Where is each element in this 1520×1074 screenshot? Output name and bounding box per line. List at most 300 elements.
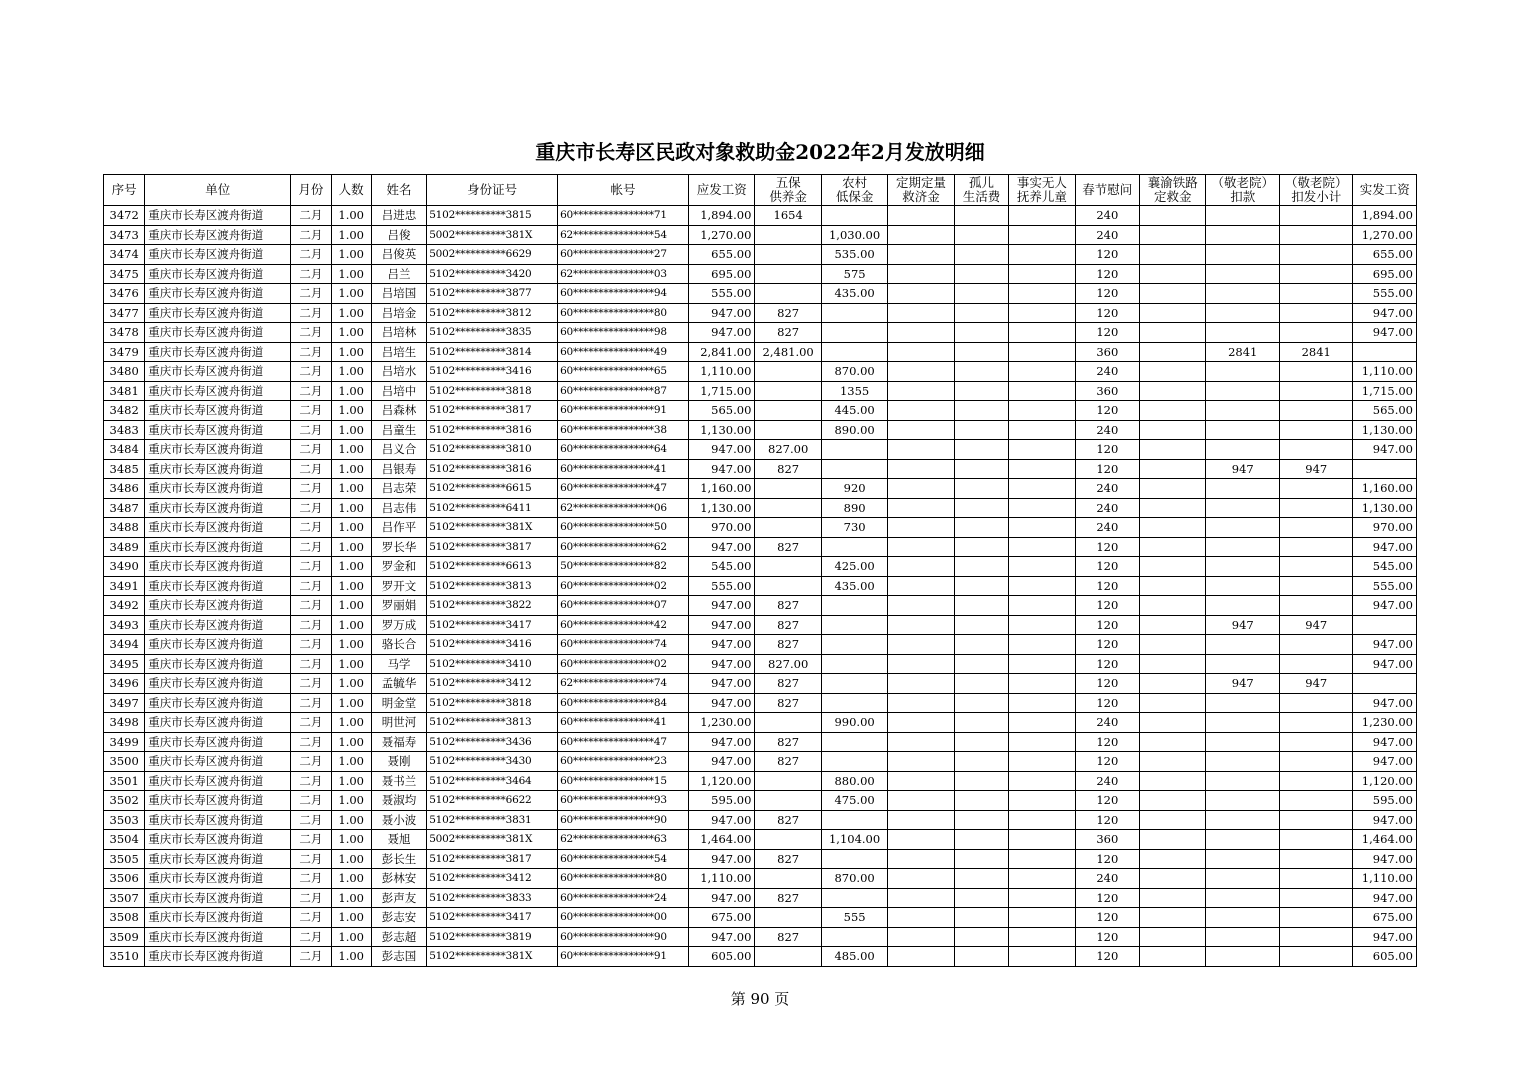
cell-name: 聂旭 bbox=[371, 830, 426, 850]
cell-wubao bbox=[755, 771, 821, 791]
table-row bbox=[104, 459, 1417, 479]
cell-payable: 947.00 bbox=[688, 440, 754, 460]
cell-orphan bbox=[954, 459, 1008, 479]
cell-unsupported-child bbox=[1009, 245, 1075, 265]
cell-id-number: 5002**********6629 bbox=[427, 245, 558, 265]
cell-nursing-subtotal bbox=[1279, 771, 1353, 791]
cell-nursing-deduct bbox=[1206, 518, 1280, 538]
cell-nursing-subtotal bbox=[1279, 557, 1353, 577]
cell-id-number: 5102**********3835 bbox=[427, 323, 558, 343]
cell-payable: 565.00 bbox=[688, 401, 754, 421]
cell-unit: 重庆市长寿区渡舟街道 bbox=[145, 323, 291, 343]
cell-month: 二月 bbox=[291, 245, 331, 265]
table-row bbox=[104, 713, 1417, 733]
cell-spring-festival: 120 bbox=[1075, 245, 1139, 265]
cell-account: 60****************00 bbox=[558, 908, 689, 928]
cell-name: 骆长合 bbox=[371, 635, 426, 655]
cell-wubao bbox=[755, 225, 821, 245]
cell-unit: 重庆市长寿区渡舟街道 bbox=[145, 225, 291, 245]
cell-account: 60****************98 bbox=[558, 323, 689, 343]
cell-name: 罗长华 bbox=[371, 537, 426, 557]
cell-nursing-subtotal bbox=[1279, 518, 1353, 538]
cell-name: 罗万成 bbox=[371, 615, 426, 635]
cell-orphan bbox=[954, 752, 1008, 772]
cell-nursing-deduct bbox=[1206, 927, 1280, 947]
cell-id-number: 5102**********3430 bbox=[427, 752, 558, 772]
cell-wubao bbox=[755, 869, 821, 889]
cell-wubao: 827 bbox=[755, 635, 821, 655]
cell-wubao bbox=[755, 576, 821, 596]
table-row bbox=[104, 401, 1417, 421]
cell-nursing-deduct bbox=[1206, 810, 1280, 830]
cell-nursing-deduct bbox=[1206, 284, 1280, 304]
cell-name: 吕银寿 bbox=[371, 459, 426, 479]
cell-payable: 1,894.00 bbox=[688, 206, 754, 226]
header-line: 单位 bbox=[205, 182, 231, 197]
cell-account: 62****************74 bbox=[558, 674, 689, 694]
cell-nursing-subtotal bbox=[1279, 284, 1353, 304]
cell-nursing-deduct: 2841 bbox=[1206, 342, 1280, 362]
header-line: 扣款 bbox=[1230, 189, 1256, 204]
cell-month: 二月 bbox=[291, 713, 331, 733]
cell-orphan bbox=[954, 908, 1008, 928]
cell-month: 二月 bbox=[291, 830, 331, 850]
cell-name: 彭声友 bbox=[371, 888, 426, 908]
cell-seq: 3486 bbox=[104, 479, 145, 499]
cell-payable: 947.00 bbox=[688, 303, 754, 323]
cell-unit: 重庆市长寿区渡舟街道 bbox=[145, 888, 291, 908]
cell-nursing-subtotal bbox=[1279, 888, 1353, 908]
cell-orphan bbox=[954, 947, 1008, 967]
cell-id-number: 5102**********3813 bbox=[427, 576, 558, 596]
cell-wubao: 827 bbox=[755, 303, 821, 323]
cell-xiangyu bbox=[1140, 576, 1206, 596]
cell-xiangyu bbox=[1140, 381, 1206, 401]
cell-name: 彭林安 bbox=[371, 869, 426, 889]
cell-unsupported-child bbox=[1009, 401, 1075, 421]
cell-id-number: 5102**********3833 bbox=[427, 888, 558, 908]
cell-month: 二月 bbox=[291, 674, 331, 694]
cell-actual-pay: 555.00 bbox=[1353, 284, 1417, 304]
cell-actual-pay: 970.00 bbox=[1353, 518, 1417, 538]
cell-seq: 3502 bbox=[104, 791, 145, 811]
cell-id-number: 5002**********381X bbox=[427, 830, 558, 850]
cell-name: 聂福寿 bbox=[371, 732, 426, 752]
cell-nursing-deduct: 947 bbox=[1206, 615, 1280, 635]
cell-id-number: 5002**********381X bbox=[427, 225, 558, 245]
column-header-name bbox=[371, 175, 426, 206]
cell-xiangyu bbox=[1140, 849, 1206, 869]
cell-unsupported-child bbox=[1009, 791, 1075, 811]
cell-orphan bbox=[954, 479, 1008, 499]
cell-nursing-subtotal bbox=[1279, 908, 1353, 928]
cell-actual-pay: 565.00 bbox=[1353, 401, 1417, 421]
cell-wubao bbox=[755, 401, 821, 421]
header-line: 农村 bbox=[842, 175, 868, 190]
cell-wubao: 827 bbox=[755, 732, 821, 752]
cell-count: 1.00 bbox=[331, 771, 371, 791]
table-row bbox=[104, 225, 1417, 245]
table-row bbox=[104, 596, 1417, 616]
cell-id-number: 5102**********381X bbox=[427, 947, 558, 967]
cell-name: 罗丽娟 bbox=[371, 596, 426, 616]
cell-actual-pay bbox=[1353, 342, 1417, 362]
cell-unit: 重庆市长寿区渡舟街道 bbox=[145, 810, 291, 830]
cell-account: 60****************27 bbox=[558, 245, 689, 265]
cell-xiangyu bbox=[1140, 420, 1206, 440]
cell-seq: 3498 bbox=[104, 713, 145, 733]
cell-name: 吕进忠 bbox=[371, 206, 426, 226]
cell-month: 二月 bbox=[291, 596, 331, 616]
cell-xiangyu bbox=[1140, 245, 1206, 265]
cell-wubao: 827 bbox=[755, 752, 821, 772]
cell-nursing-deduct bbox=[1206, 693, 1280, 713]
cell-dibao bbox=[821, 654, 887, 674]
cell-account: 60****************93 bbox=[558, 791, 689, 811]
cell-seq: 3481 bbox=[104, 381, 145, 401]
cell-orphan bbox=[954, 576, 1008, 596]
cell-unsupported-child bbox=[1009, 771, 1075, 791]
cell-nursing-deduct bbox=[1206, 596, 1280, 616]
cell-unsupported-child bbox=[1009, 596, 1075, 616]
cell-name: 彭志超 bbox=[371, 927, 426, 947]
cell-month: 二月 bbox=[291, 206, 331, 226]
cell-account: 50****************82 bbox=[558, 557, 689, 577]
cell-unsupported-child bbox=[1009, 420, 1075, 440]
column-header-nursing-subtotal bbox=[1279, 175, 1353, 206]
cell-count: 1.00 bbox=[331, 420, 371, 440]
cell-seq: 3473 bbox=[104, 225, 145, 245]
cell-xiangyu bbox=[1140, 518, 1206, 538]
table-row bbox=[104, 732, 1417, 752]
cell-wubao bbox=[755, 830, 821, 850]
cell-unsupported-child bbox=[1009, 713, 1075, 733]
cell-dibao: 1,030.00 bbox=[821, 225, 887, 245]
cell-dingqi bbox=[888, 420, 954, 440]
cell-nursing-subtotal bbox=[1279, 810, 1353, 830]
cell-unsupported-child bbox=[1009, 693, 1075, 713]
cell-unsupported-child bbox=[1009, 849, 1075, 869]
cell-nursing-deduct: 947 bbox=[1206, 459, 1280, 479]
cell-orphan bbox=[954, 674, 1008, 694]
cell-xiangyu bbox=[1140, 557, 1206, 577]
cell-unsupported-child bbox=[1009, 206, 1075, 226]
table-row bbox=[104, 849, 1417, 869]
cell-spring-festival: 120 bbox=[1075, 323, 1139, 343]
cell-dibao bbox=[821, 596, 887, 616]
cell-wubao: 827 bbox=[755, 596, 821, 616]
cell-unit: 重庆市长寿区渡舟街道 bbox=[145, 713, 291, 733]
cell-count: 1.00 bbox=[331, 810, 371, 830]
cell-seq: 3492 bbox=[104, 596, 145, 616]
cell-nursing-subtotal bbox=[1279, 303, 1353, 323]
table-row bbox=[104, 440, 1417, 460]
header-line: 抚养儿童 bbox=[1016, 189, 1067, 204]
cell-month: 二月 bbox=[291, 927, 331, 947]
cell-wubao bbox=[755, 557, 821, 577]
cell-seq: 3489 bbox=[104, 537, 145, 557]
cell-nursing-subtotal bbox=[1279, 576, 1353, 596]
cell-xiangyu bbox=[1140, 693, 1206, 713]
column-header-payable bbox=[688, 175, 754, 206]
cell-xiangyu bbox=[1140, 498, 1206, 518]
table-row bbox=[104, 791, 1417, 811]
cell-account: 60****************91 bbox=[558, 947, 689, 967]
header-line: （敬老院） bbox=[1284, 175, 1348, 190]
cell-actual-pay: 1,110.00 bbox=[1353, 869, 1417, 889]
header-line: 生活费 bbox=[962, 189, 1001, 204]
header-line: 五保 bbox=[775, 175, 801, 190]
cell-dibao bbox=[821, 849, 887, 869]
cell-xiangyu bbox=[1140, 888, 1206, 908]
cell-name: 吕培金 bbox=[371, 303, 426, 323]
cell-unit: 重庆市长寿区渡舟街道 bbox=[145, 576, 291, 596]
table-row bbox=[104, 576, 1417, 596]
cell-payable: 947.00 bbox=[688, 810, 754, 830]
cell-month: 二月 bbox=[291, 615, 331, 635]
cell-id-number: 5102**********3815 bbox=[427, 206, 558, 226]
cell-payable: 1,160.00 bbox=[688, 479, 754, 499]
cell-unit: 重庆市长寿区渡舟街道 bbox=[145, 264, 291, 284]
cell-orphan bbox=[954, 303, 1008, 323]
cell-month: 二月 bbox=[291, 362, 331, 382]
cell-dibao bbox=[821, 323, 887, 343]
cell-spring-festival: 360 bbox=[1075, 342, 1139, 362]
cell-dingqi bbox=[888, 576, 954, 596]
cell-account: 60****************80 bbox=[558, 869, 689, 889]
cell-seq: 3491 bbox=[104, 576, 145, 596]
cell-spring-festival: 120 bbox=[1075, 791, 1139, 811]
cell-account: 62****************54 bbox=[558, 225, 689, 245]
cell-name: 吕兰 bbox=[371, 264, 426, 284]
cell-orphan bbox=[954, 342, 1008, 362]
cell-nursing-subtotal bbox=[1279, 362, 1353, 382]
cell-unsupported-child bbox=[1009, 947, 1075, 967]
cell-name: 彭长生 bbox=[371, 849, 426, 869]
cell-account: 60****************49 bbox=[558, 342, 689, 362]
cell-nursing-deduct bbox=[1206, 245, 1280, 265]
cell-name: 吕俊英 bbox=[371, 245, 426, 265]
cell-unit: 重庆市长寿区渡舟街道 bbox=[145, 284, 291, 304]
cell-nursing-subtotal: 947 bbox=[1279, 674, 1353, 694]
cell-orphan bbox=[954, 810, 1008, 830]
cell-orphan bbox=[954, 849, 1008, 869]
cell-seq: 3478 bbox=[104, 323, 145, 343]
cell-unit: 重庆市长寿区渡舟街道 bbox=[145, 869, 291, 889]
cell-dingqi bbox=[888, 362, 954, 382]
cell-dingqi bbox=[888, 752, 954, 772]
cell-month: 二月 bbox=[291, 557, 331, 577]
cell-nursing-deduct bbox=[1206, 635, 1280, 655]
cell-payable: 947.00 bbox=[688, 615, 754, 635]
cell-payable: 947.00 bbox=[688, 888, 754, 908]
header-line: 春节慰问 bbox=[1082, 182, 1133, 197]
cell-id-number: 5102**********3416 bbox=[427, 635, 558, 655]
cell-dingqi bbox=[888, 908, 954, 928]
cell-payable: 555.00 bbox=[688, 284, 754, 304]
cell-nursing-subtotal bbox=[1279, 381, 1353, 401]
cell-unit: 重庆市长寿区渡舟街道 bbox=[145, 732, 291, 752]
cell-orphan bbox=[954, 888, 1008, 908]
cell-count: 1.00 bbox=[331, 557, 371, 577]
cell-account: 60****************90 bbox=[558, 810, 689, 830]
cell-seq: 3497 bbox=[104, 693, 145, 713]
cell-name: 明世河 bbox=[371, 713, 426, 733]
cell-orphan bbox=[954, 323, 1008, 343]
cell-dibao: 890.00 bbox=[821, 420, 887, 440]
cell-dibao bbox=[821, 206, 887, 226]
cell-actual-pay: 947.00 bbox=[1353, 596, 1417, 616]
cell-id-number: 5102**********3816 bbox=[427, 459, 558, 479]
column-header-nursing-deduct bbox=[1206, 175, 1280, 206]
table-row bbox=[104, 381, 1417, 401]
cell-month: 二月 bbox=[291, 440, 331, 460]
cell-account: 60****************90 bbox=[558, 927, 689, 947]
cell-id-number: 5102**********3818 bbox=[427, 693, 558, 713]
cell-wubao: 2,481.00 bbox=[755, 342, 821, 362]
cell-payable: 1,230.00 bbox=[688, 713, 754, 733]
cell-actual-pay: 947.00 bbox=[1353, 810, 1417, 830]
cell-unsupported-child bbox=[1009, 732, 1075, 752]
cell-nursing-subtotal bbox=[1279, 869, 1353, 889]
header-line: 身份证号 bbox=[467, 182, 518, 197]
cell-count: 1.00 bbox=[331, 303, 371, 323]
cell-dibao: 870.00 bbox=[821, 362, 887, 382]
cell-dibao: 475.00 bbox=[821, 791, 887, 811]
cell-count: 1.00 bbox=[331, 537, 371, 557]
cell-wubao: 827 bbox=[755, 849, 821, 869]
cell-count: 1.00 bbox=[331, 245, 371, 265]
cell-nursing-deduct bbox=[1206, 323, 1280, 343]
cell-name: 吕培国 bbox=[371, 284, 426, 304]
header-line: 月份 bbox=[298, 182, 324, 197]
cell-unsupported-child bbox=[1009, 323, 1075, 343]
cell-seq: 3484 bbox=[104, 440, 145, 460]
cell-nursing-deduct bbox=[1206, 225, 1280, 245]
cell-xiangyu bbox=[1140, 537, 1206, 557]
cell-unit: 重庆市长寿区渡舟街道 bbox=[145, 947, 291, 967]
cell-month: 二月 bbox=[291, 771, 331, 791]
table-row bbox=[104, 810, 1417, 830]
cell-spring-festival: 240 bbox=[1075, 362, 1139, 382]
cell-id-number: 5102**********3822 bbox=[427, 596, 558, 616]
header-line: 扣发小计 bbox=[1291, 189, 1342, 204]
cell-name: 吕志伟 bbox=[371, 498, 426, 518]
cell-spring-festival: 120 bbox=[1075, 635, 1139, 655]
cell-count: 1.00 bbox=[331, 498, 371, 518]
cell-dibao: 435.00 bbox=[821, 576, 887, 596]
cell-dingqi bbox=[888, 518, 954, 538]
cell-payable: 1,110.00 bbox=[688, 362, 754, 382]
cell-name: 聂淑均 bbox=[371, 791, 426, 811]
cell-unit: 重庆市长寿区渡舟街道 bbox=[145, 674, 291, 694]
cell-nursing-deduct bbox=[1206, 479, 1280, 499]
cell-nursing-subtotal: 2841 bbox=[1279, 342, 1353, 362]
header-line: 人数 bbox=[338, 182, 364, 197]
cell-nursing-deduct bbox=[1206, 908, 1280, 928]
cell-dibao bbox=[821, 537, 887, 557]
column-header-dingqi bbox=[888, 175, 954, 206]
cell-unit: 重庆市长寿区渡舟街道 bbox=[145, 303, 291, 323]
cell-xiangyu bbox=[1140, 401, 1206, 421]
column-header-month bbox=[291, 175, 331, 206]
cell-unsupported-child bbox=[1009, 810, 1075, 830]
cell-spring-festival: 120 bbox=[1075, 810, 1139, 830]
column-header-spring-festival bbox=[1075, 175, 1139, 206]
cell-xiangyu bbox=[1140, 225, 1206, 245]
cell-dibao: 425.00 bbox=[821, 557, 887, 577]
cell-payable: 595.00 bbox=[688, 791, 754, 811]
cell-xiangyu bbox=[1140, 771, 1206, 791]
cell-seq: 3500 bbox=[104, 752, 145, 772]
cell-unsupported-child bbox=[1009, 576, 1075, 596]
cell-unsupported-child bbox=[1009, 752, 1075, 772]
cell-nursing-deduct bbox=[1206, 537, 1280, 557]
cell-account: 60****************54 bbox=[558, 849, 689, 869]
cell-spring-festival: 240 bbox=[1075, 771, 1139, 791]
cell-wubao bbox=[755, 791, 821, 811]
cell-nursing-subtotal bbox=[1279, 401, 1353, 421]
cell-month: 二月 bbox=[291, 498, 331, 518]
cell-spring-festival: 120 bbox=[1075, 654, 1139, 674]
table-row bbox=[104, 869, 1417, 889]
cell-month: 二月 bbox=[291, 908, 331, 928]
cell-unsupported-child bbox=[1009, 830, 1075, 850]
cell-seq: 3509 bbox=[104, 927, 145, 947]
cell-payable: 545.00 bbox=[688, 557, 754, 577]
header-line: 救济金 bbox=[902, 189, 940, 204]
cell-orphan bbox=[954, 615, 1008, 635]
cell-orphan bbox=[954, 869, 1008, 889]
relief-payment-table bbox=[103, 174, 1417, 967]
cell-id-number: 5102**********3812 bbox=[427, 303, 558, 323]
cell-account: 60****************64 bbox=[558, 440, 689, 460]
table-row bbox=[104, 908, 1417, 928]
cell-xiangyu bbox=[1140, 635, 1206, 655]
table-row bbox=[104, 615, 1417, 635]
column-header-orphan bbox=[954, 175, 1008, 206]
cell-xiangyu bbox=[1140, 459, 1206, 479]
cell-spring-festival: 120 bbox=[1075, 459, 1139, 479]
header-line: 应发工资 bbox=[696, 182, 747, 197]
cell-actual-pay: 947.00 bbox=[1353, 927, 1417, 947]
cell-nursing-deduct bbox=[1206, 947, 1280, 967]
column-header-unsupported-child bbox=[1009, 175, 1075, 206]
cell-payable: 655.00 bbox=[688, 245, 754, 265]
cell-account: 60****************24 bbox=[558, 888, 689, 908]
cell-dibao: 870.00 bbox=[821, 869, 887, 889]
column-header-dibao bbox=[821, 175, 887, 206]
cell-dibao: 1,104.00 bbox=[821, 830, 887, 850]
cell-dingqi bbox=[888, 537, 954, 557]
cell-dibao: 435.00 bbox=[821, 284, 887, 304]
cell-payable: 947.00 bbox=[688, 693, 754, 713]
cell-month: 二月 bbox=[291, 869, 331, 889]
cell-wubao bbox=[755, 362, 821, 382]
cell-id-number: 5102**********3417 bbox=[427, 908, 558, 928]
cell-nursing-subtotal bbox=[1279, 225, 1353, 245]
cell-wubao: 827.00 bbox=[755, 654, 821, 674]
cell-xiangyu bbox=[1140, 284, 1206, 304]
header-line: 孤儿 bbox=[968, 175, 994, 190]
cell-dingqi bbox=[888, 635, 954, 655]
cell-id-number: 5102**********3814 bbox=[427, 342, 558, 362]
cell-month: 二月 bbox=[291, 303, 331, 323]
cell-name: 马学 bbox=[371, 654, 426, 674]
cell-unit: 重庆市长寿区渡舟街道 bbox=[145, 342, 291, 362]
cell-actual-pay: 545.00 bbox=[1353, 557, 1417, 577]
cell-actual-pay: 1,715.00 bbox=[1353, 381, 1417, 401]
